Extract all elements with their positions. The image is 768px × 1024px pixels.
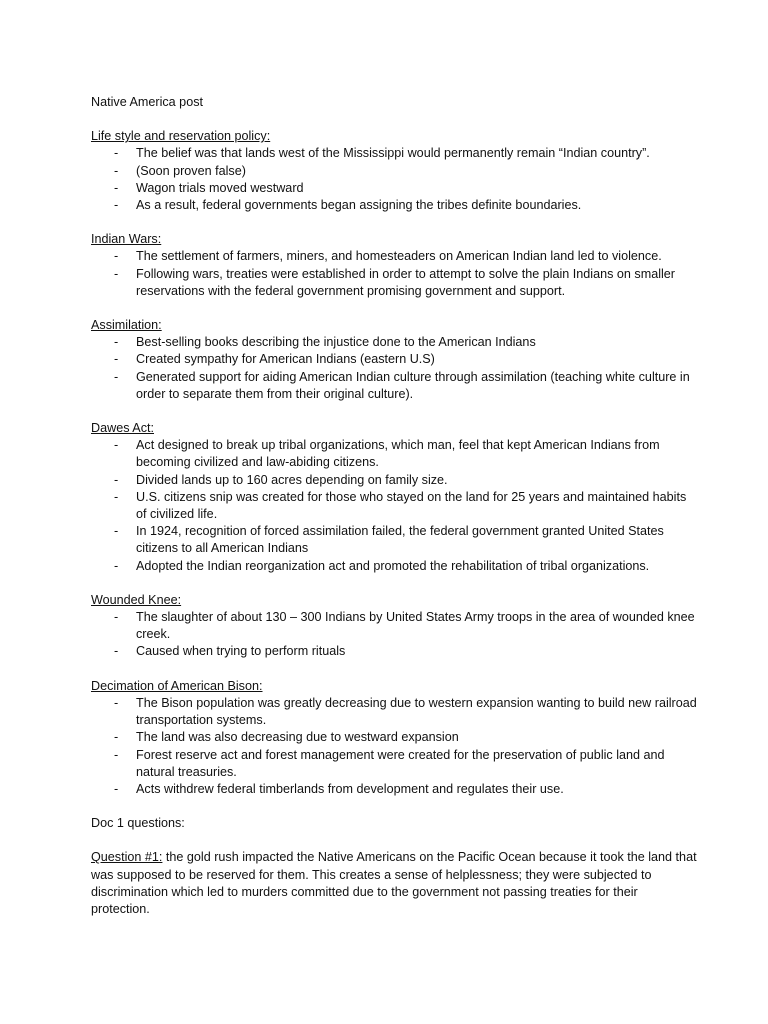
bullet-text: In 1924, recognition of forced assimilation failed, the federal government granted United States citizens to all American Indians [136,524,664,556]
bullet-item [91,695,698,729]
bullet-text: Following wars, treaties were established in order to attempt to solve the plain Indians on smaller reservations with the federal government promising government and support. [136,266,676,298]
bullet-marker: - [114,249,119,264]
bullet-item [91,558,698,575]
bullet-list [91,145,698,214]
bullet-marker: - [114,438,119,453]
bullet-item [91,729,698,746]
bullet-marker: - [114,180,119,195]
bullet-item [91,266,698,300]
bullet-marker: - [114,610,119,625]
bullet-item [91,197,698,214]
bullet-list [91,437,698,575]
bullet-text: The settlement of farmers, miners, and homesteaders on American Indian land led to violence. [136,249,662,264]
bullet-item [91,437,698,471]
bullet-item [91,180,698,197]
bullet-marker: - [114,472,119,487]
bullet-item [91,609,698,643]
section-heading: Decimation of American Bison: [91,678,263,693]
bullet-text: Best-selling books describing the injustice done to the American Indians [136,335,536,350]
bullet-list [91,695,698,798]
section [91,592,698,661]
bullet-marker: - [114,781,119,796]
bullet-list [91,334,698,403]
bullet-item [91,523,698,557]
bullet-text: Acts withdrew federal timberlands from development and regulates their use. [136,781,564,796]
section [91,231,698,300]
section-heading: Indian Wars: [91,232,162,247]
bullet-list [91,609,698,661]
bullet-marker: - [114,695,119,710]
bullet-item [91,369,698,403]
bullet-text: The land was also decreasing due to westward expansion [136,730,459,745]
sections-container [91,128,698,798]
bullet-text: As a result, federal governments began assigning the tribes definite boundaries. [136,198,582,213]
bullet-marker: - [114,730,119,745]
bullet-marker: - [114,163,119,178]
bullet-text: Forest reserve act and forest management were created for the preservation of public land and natural treasuries. [136,747,665,779]
bullet-item [91,163,698,180]
bullet-item [91,489,698,523]
section-heading: Assimilation: [91,318,162,333]
doc-questions-heading: Doc 1 questions: [91,816,185,831]
bullet-marker: - [114,352,119,367]
bullet-text: U.S. citizens snip was created for those who stayed on the land for 25 years and maintained habits of civilized life. [136,489,687,522]
section [91,678,698,798]
bullet-text: Caused when trying to perform rituals [136,644,346,659]
section-heading: Wounded Knee: [91,592,182,607]
bullet-text: (Soon proven false) [136,163,246,178]
bullet-item [91,334,698,351]
bullet-text: The Bison population was greatly decreasing due to western expansion wanting to build new railroad transportation systems. [136,695,697,728]
bullet-list [91,248,698,300]
bullet-text: Wagon trials moved westward [136,180,304,195]
bullet-text: Created sympathy for American Indians (eastern U.S) [136,352,435,367]
bullet-marker: - [114,335,119,350]
section [91,128,698,214]
bullet-marker: - [114,198,119,213]
bullet-marker: - [114,558,119,573]
section [91,420,698,575]
bullet-text: Generated support for aiding American Indian culture through assimilation (teaching white culture in order to separate them from their original culture). [136,369,690,401]
section-heading: Dawes Act: [91,421,154,436]
section [91,317,698,403]
bullet-marker: - [114,489,119,504]
bullet-marker: - [114,146,119,161]
question-label: Question #1: [91,850,163,865]
bullet-marker: - [114,524,119,539]
bullet-text: The slaughter of about 130 – 300 Indians by United States Army troops in the area of wounded knee creek. [136,610,695,642]
bullet-text: Adopted the Indian reorganization act and promoted the rehabilitation of tribal organizations. [136,558,650,573]
bullet-item [91,145,698,162]
bullet-text: The belief was that lands west of the Mississippi would permanently remain “Indian country”. [136,146,650,161]
question-text: the gold rush impacted the Native Americans on the Pacific Ocean because it took the land that was supposed to be reserved for them. This creates a sense of helplessness; they were subjected to discrimination which led to murders committed due to the government not passing treaties for their protection. [91,850,697,916]
bullet-item [91,248,698,265]
bullet-marker: - [114,644,119,659]
bullet-item [91,747,698,781]
bullet-marker: - [114,266,119,281]
document-title: Native America post [91,95,203,109]
bullet-marker: - [114,747,119,762]
bullet-item [91,351,698,368]
question-paragraph [91,849,698,918]
bullet-item [91,781,698,798]
bullet-text: Act designed to break up tribal organizations, which man, feel that kept American Indians from becoming civilized and law-abiding citizens. [136,438,660,470]
bullet-marker: - [114,369,119,384]
bullet-text: Divided lands up to 160 acres depending on family size. [136,472,448,487]
bullet-item [91,472,698,489]
bullet-item [91,643,698,660]
section-heading: Life style and reservation policy: [91,129,271,144]
